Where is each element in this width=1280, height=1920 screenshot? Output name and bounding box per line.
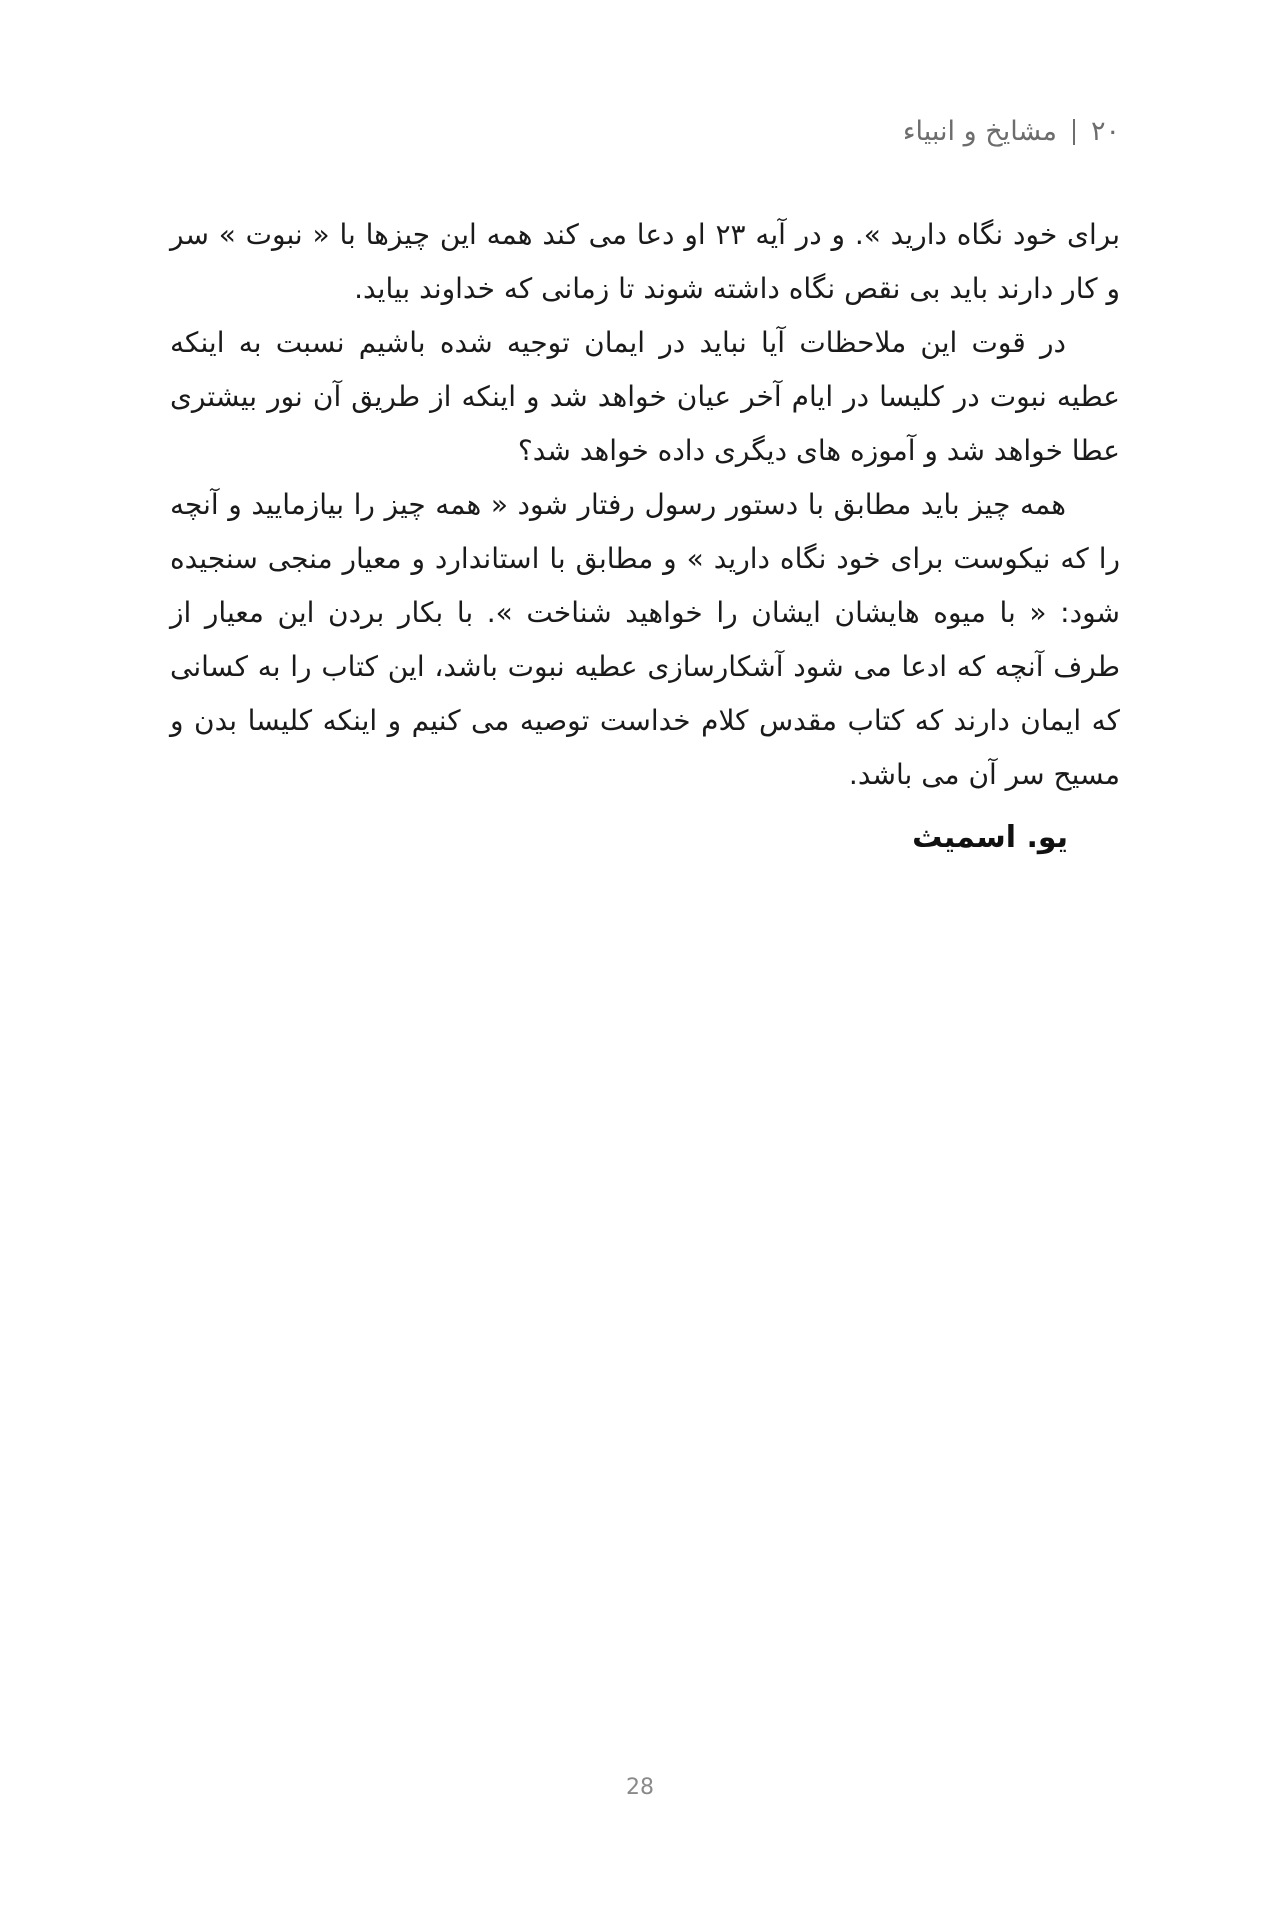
running-header [903, 116, 1120, 147]
author-signature: یو. اسمیث [912, 820, 1068, 855]
page-folio: 28 [626, 1775, 654, 1800]
body-text [170, 208, 1120, 802]
header-book-title: مشایخ و انبیاء [902, 116, 1057, 147]
paragraph-continuation: برای خود نگاه دارید ». و در آیه ۲۳ او دعا می کند همه این چیزها با « نبوت » سر و کار دارند باید بی نقص نگاه داشته شوند تا زمانی که خداوند بیاید. [170, 218, 1120, 305]
header-page-number: ۲۰ [1090, 116, 1120, 147]
paragraph: همه چیز باید مطابق با دستور رسول رفتار شود « همه چیز را بیازمایید و آنچه را که نیکوست برای خود نگاه دارید » و مطابق با استاندارد و معیار منجی سنجیده شود: « با میوه هایشان ایشان را خواهید شناخت ». با بکار بردن این معیار از طرف آنچه که ادعا می شود آشکارسازی عطیه نبوت باشد، این کتاب را به کسانی که ایمان دارند که کتاب مقدس کلام خداست توصیه می کنیم و اینکه کلیسا بدن و مسیح سر آن می باشد. [170, 488, 1120, 791]
header-divider [1073, 119, 1075, 145]
paragraph: در قوت این ملاحظات آیا نباید در ایمان توجیه شده باشیم نسبت به اینکه عطیه نبوت در کلیسا در ایام آخر عیان خواهد شد و اینکه از طریق آن نور بیشتری عطا خواهد شد و آموزه های دیگری داده خواهد شد؟ [170, 326, 1120, 467]
